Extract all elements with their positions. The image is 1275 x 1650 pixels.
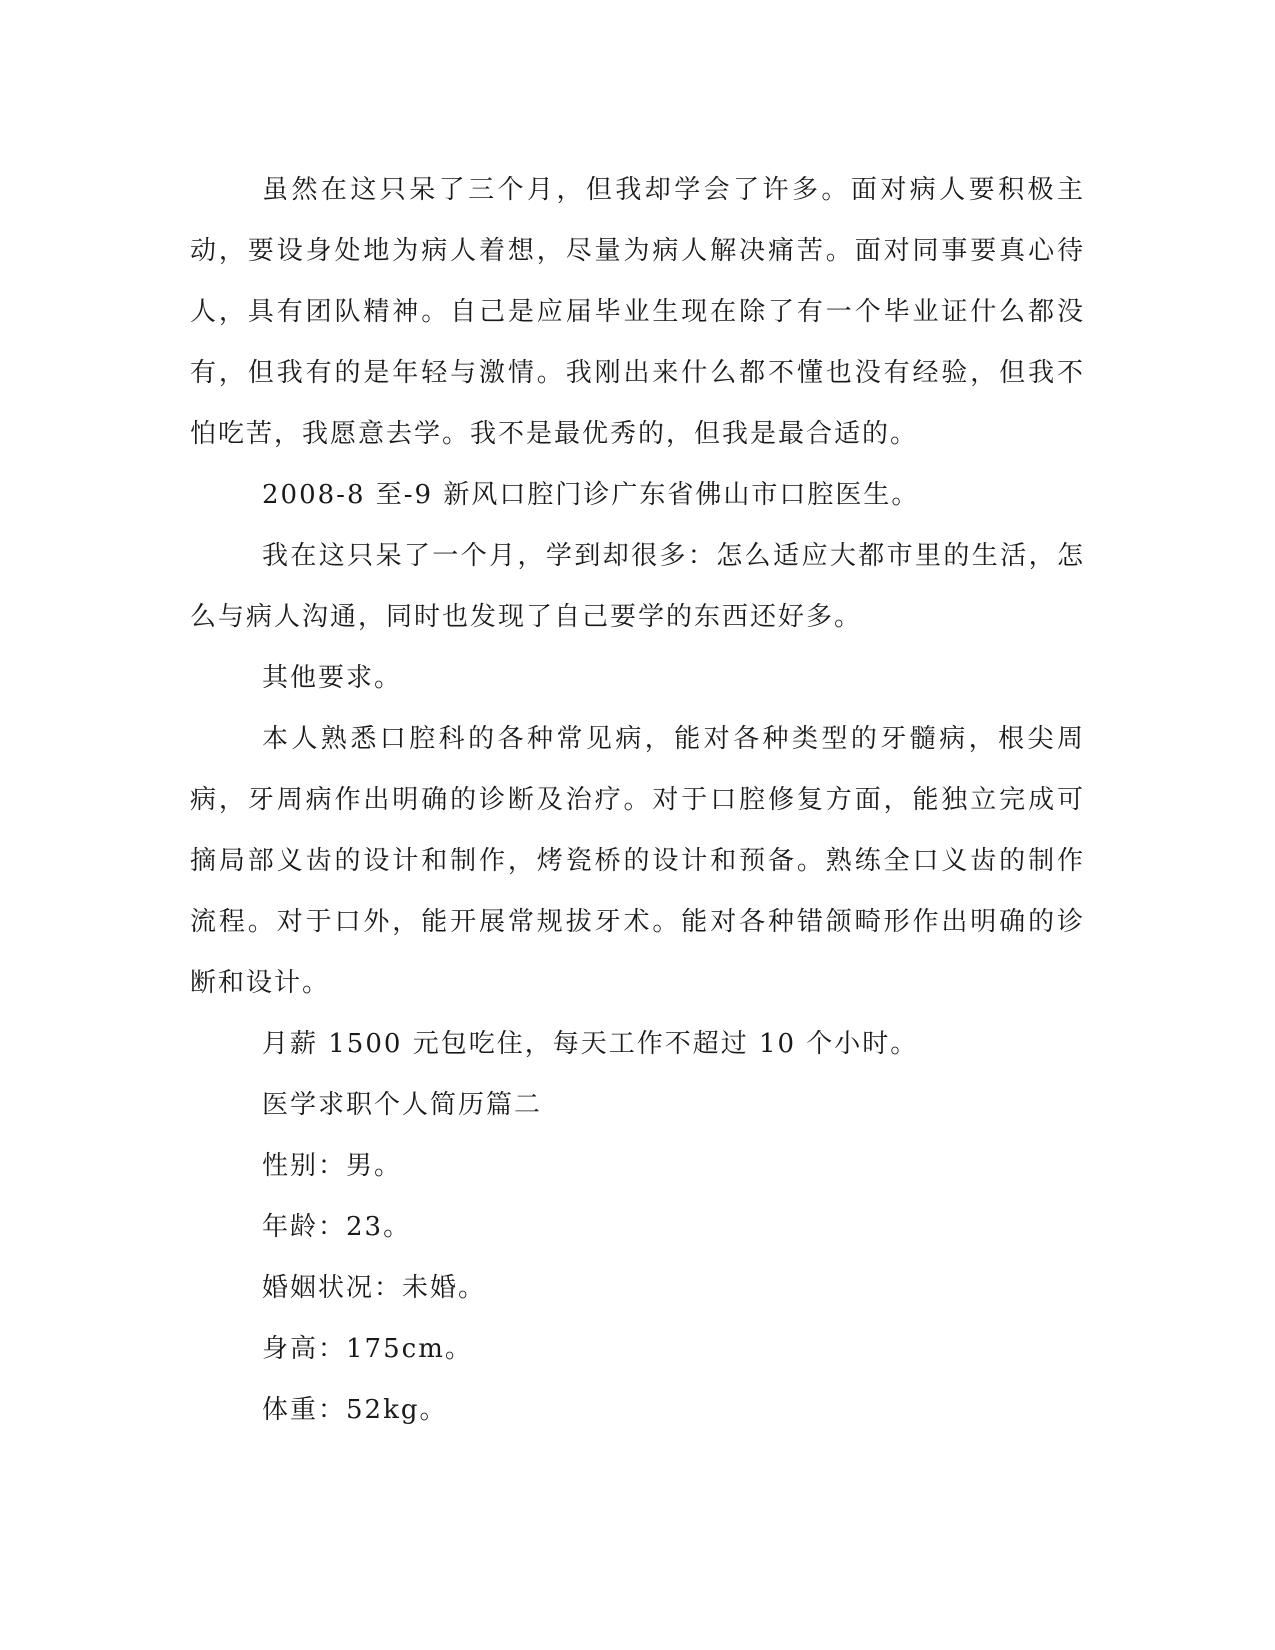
paragraph-experience-summary: 虽然在这只呆了三个月，但我却学会了许多。面对病人要积极主动，要设身处地为病人着想，尽量为病人解决痛苦。面对同事要真心待人，具有团队精神。自己是应届毕业生现在除了有一个毕业证什么都没有，但我有的是年轻与激情。我刚出来什么都不懂也没有经验，但我不怕吃苦，我愿意去学。我不是最优秀的，但我是最合适的。 (190, 175, 1085, 449)
paragraph-age: 年龄：23。 (262, 1212, 412, 1242)
paragraph-skills: 本人熟悉口腔科的各种常见病，能对各种类型的牙髓病，根尖周病，牙周病作出明确的诊断及治疗。对于口腔修复方面，能独立完成可摘局部义齿的设计和制作，烤瓷桥的设计和预备。熟练全口义齿的制作流程。对于口外，能开展常规拔牙术。能对各种错颌畸形作出明确的诊断和设计。 (190, 724, 1085, 998)
paragraph-marital-status: 婚姻状况：未婚。 (262, 1273, 487, 1303)
paragraph-job-entry: 2008-8 至-9 新风口腔门诊广东省佛山市口腔医生。 (262, 480, 920, 510)
paragraph-gender: 性别：男。 (262, 1151, 403, 1181)
paragraph-salary: 月薪 1500 元包吃住，每天工作不超过 10 个小时。 (262, 1029, 919, 1059)
paragraph-other-requirements-heading: 其他要求。 (262, 663, 403, 693)
paragraph-weight: 体重：52kg。 (262, 1395, 448, 1425)
paragraph-section-title: 医学求职个人简历篇二 (262, 1090, 543, 1120)
paragraph-job-reflection: 我在这只呆了一个月，学到却很多：怎么适应大都市里的生活，怎么与病人沟通，同时也发现了自己要学的东西还好多。 (190, 541, 1085, 632)
paragraph-height: 身高：175cm。 (262, 1334, 473, 1364)
document-body (190, 160, 1085, 1441)
